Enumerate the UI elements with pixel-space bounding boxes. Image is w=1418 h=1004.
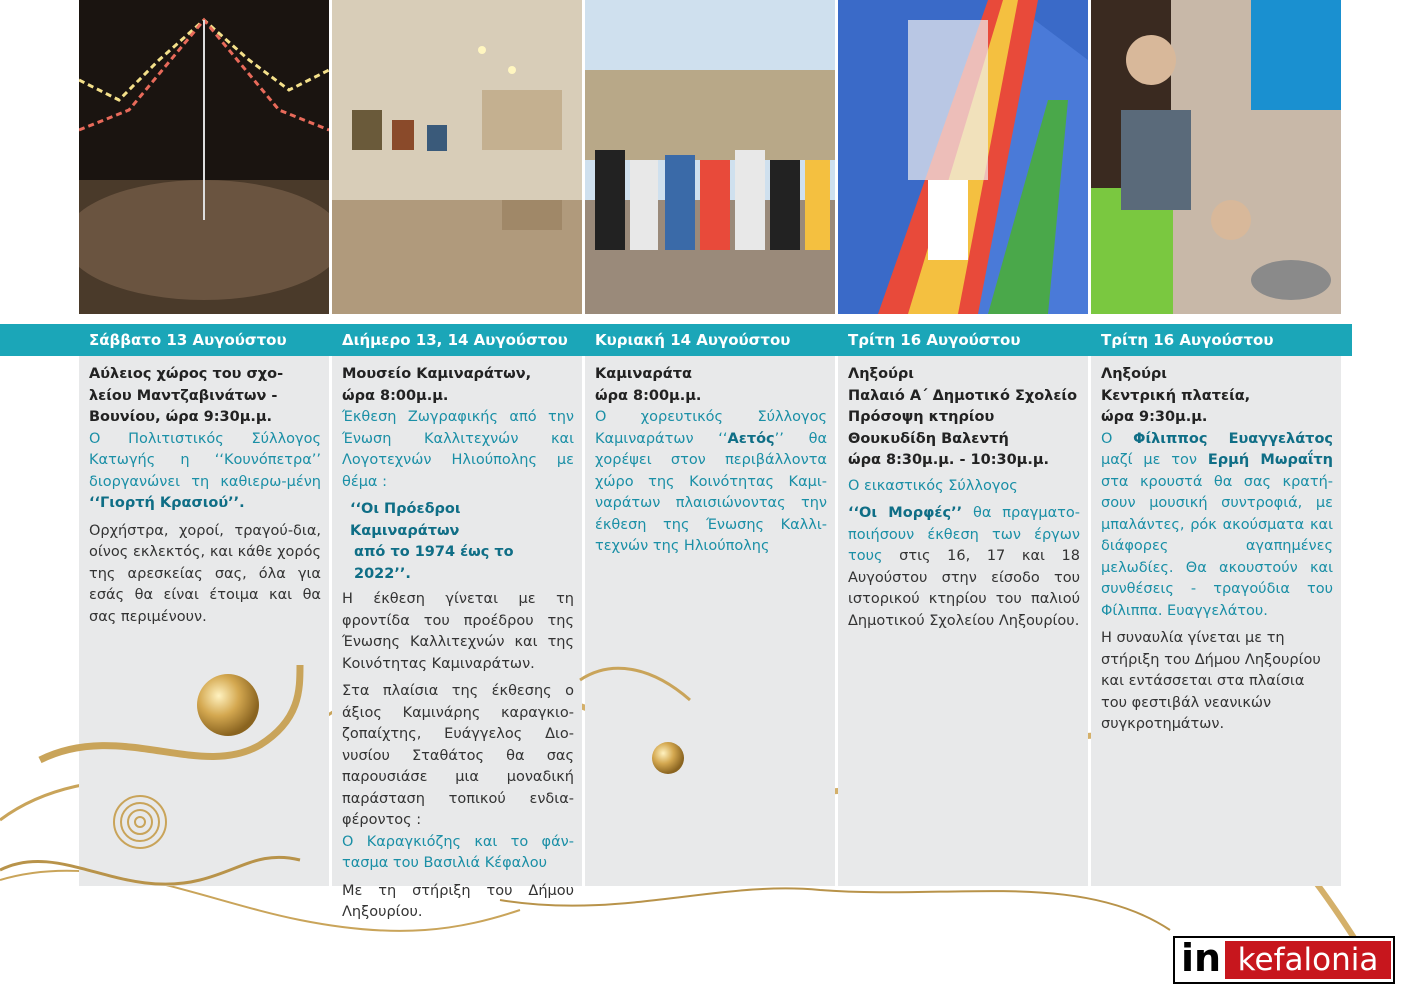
event-title-line: ώρα 9:30μ.μ. [1101, 409, 1208, 425]
event-description: Στα πλαίσια της έκθεσης ο άξιος Καμινάρης καραγκιο-ζοπαίχτης, Ευάγγελος Διο-νυσίου Σταθάτος θα σας παρουσιάσε μια μοναδική παράσταση τοπικού ενδια-φέροντος : [342, 683, 574, 828]
exhibition-theme: από το 1974 έως το 2022’’. [354, 544, 514, 582]
event-description [848, 503, 1080, 632]
event-title-line: Αύλειος χώρος του σχο- [89, 366, 284, 382]
event-details [838, 356, 1088, 886]
logo-prefix: in [1181, 936, 1222, 980]
event-title-line: Παλαιό Α΄ Δημοτικό Σχολείο [848, 387, 1078, 404]
description-text: μαζί με τον [1101, 452, 1198, 468]
event-date: Διήμερο 13, 14 Αυγούστου [342, 331, 568, 349]
event-details [585, 356, 835, 886]
event-title-line: λείου Μαντζαβινάτων - [89, 387, 278, 404]
event-title-line: Μουσείο Καμιναράτων, [342, 366, 532, 382]
event-date: Τρίτη 16 Αυγούστου [1101, 331, 1274, 349]
description-text: θα πραγματο-ποιήσουν έκθεση των έργων τους [848, 505, 1080, 564]
event-title-line: ώρα 8:00μ.μ. [595, 387, 702, 404]
show-title: Ο Καραγκιόζης και το φάν-τασμα του Βασιλιά Κέφαλου [342, 833, 574, 871]
event-title-line: ώρα 8:00μ.μ. [342, 387, 449, 404]
photo-art-exhibition [332, 0, 582, 314]
photo-folk-dancers [585, 0, 835, 314]
event-description [1101, 429, 1333, 623]
club-name-highlight: ‘‘Οι Μορφές’’ [848, 505, 963, 521]
event-support: Η συναυλία γίνεται με τη στήριξη του Δήμου Ληξουρίου και εντάσσεται στα πλαίσια του φεστιβάλ νεανικών συγκροτημάτων. [1101, 630, 1321, 732]
event-column-4 [838, 324, 1088, 886]
event-date: Σάββατο 13 Αυγούστου [89, 331, 287, 349]
event-title-line: Βουνίου, ώρα 9:30μ.μ. [89, 409, 273, 425]
event-column-5 [1091, 324, 1341, 886]
description-text: Ο [1101, 430, 1113, 447]
event-description [89, 429, 321, 515]
description-text: Ο χορευτικός Σύλλογος Καμιναράτων ‘‘ [595, 409, 827, 447]
photo-musicians [1091, 0, 1341, 314]
inkefalonia-logo [1173, 936, 1395, 984]
event-description: Έκθεση Ζωγραφικής από την Ένωση Καλλιτεχνών και Λογοτεχνών Ηλιούπολης με θέμα : [342, 409, 574, 490]
event-details [79, 356, 329, 886]
event-support: Με τη στήριξη του Δήμου Ληξουρίου. [342, 882, 574, 920]
performer-name: Ερμή Μωραΐτη [1207, 452, 1334, 468]
event-title-line: Κεντρική πλατεία, [1101, 387, 1251, 404]
event-title-line: Θουκυδίδη Βαλεντή [848, 430, 1009, 447]
event-title-line: Καμιναράτα [595, 366, 692, 382]
photo-wine-festival [79, 0, 329, 314]
event-description: Η έκθεση γίνεται με τη φροντίδα του προέδρου της Ένωσης Καλλιτεχνών και της Κοινότητας Καμιναράτων. [342, 591, 574, 672]
event-description: Ορχήστρα, χοροί, τραγού-δια, οίνος εκλεκτός, και κάθε χορός της αρεσκείας σας, όλα για εσάς θα είναι έτοιμα και θα σας περιμένουν. [89, 522, 321, 625]
event-column-1 [79, 324, 329, 886]
event-column-2 [332, 324, 582, 920]
event-description [595, 407, 827, 558]
logo-name: kefalonia [1225, 941, 1391, 979]
description-text: Ο Πολιτιστικός Σύλλογος Κατωγής η ‘‘Κουνόπετρα’’ διοργανώνει τη καθιερω-μένη [89, 430, 321, 490]
event-name-highlight: ‘‘Γιορτή Κρασιού’’. [89, 495, 245, 511]
event-details [332, 356, 582, 920]
photo-painted-stairs [838, 0, 1088, 314]
event-description: Ο εικαστικός Σύλλογος [848, 477, 1018, 494]
description-text: στα κρουστά θα σας κρατή-σουν μουσική συντροφιά, με μπαλάντες, ρόκ ακούσματα και διάφορες αγαπημένες μελωδίες. Θα ακουστούν και συνθέσεις - τραγούδια του Φίλιππα. Ευαγγελάτου. [1101, 473, 1333, 619]
description-text: ’’ θα χορέψει στον περιβάλλοντα χώρο της Κοινότητας Καμι-ναράτων πλαισιώνοντας την έκθεση της Ένωσης Καλλι-τεχνών της Ηλιούπολης [595, 430, 827, 554]
event-details [1091, 356, 1341, 886]
exhibition-theme: ‘‘Οι Πρόεδροι Καμιναράτων [350, 501, 461, 539]
event-title-line: Ληξούρι [1101, 366, 1167, 382]
club-name-highlight: Αετός [727, 430, 775, 447]
performer-name: Φίλιππος Ευαγγελάτος [1133, 430, 1333, 447]
event-date: Κυριακή 14 Αυγούστου [595, 331, 791, 349]
event-title-line: Πρόσοψη κτηρίου [848, 409, 995, 425]
event-title-line: ώρα 8:30μ.μ. - 10:30μ.μ. [848, 452, 1050, 468]
event-title-line: Ληξούρι [848, 366, 914, 382]
event-date: Τρίτη 16 Αυγούστου [848, 331, 1021, 349]
description-text: στις 16, 17 και 18 Αυγούστου στην είσοδο του ιστορικού κτηρίου του παλιού Δημοτικού Σχολείου Ληξουρίου. [848, 548, 1081, 629]
event-column-3 [585, 324, 835, 886]
